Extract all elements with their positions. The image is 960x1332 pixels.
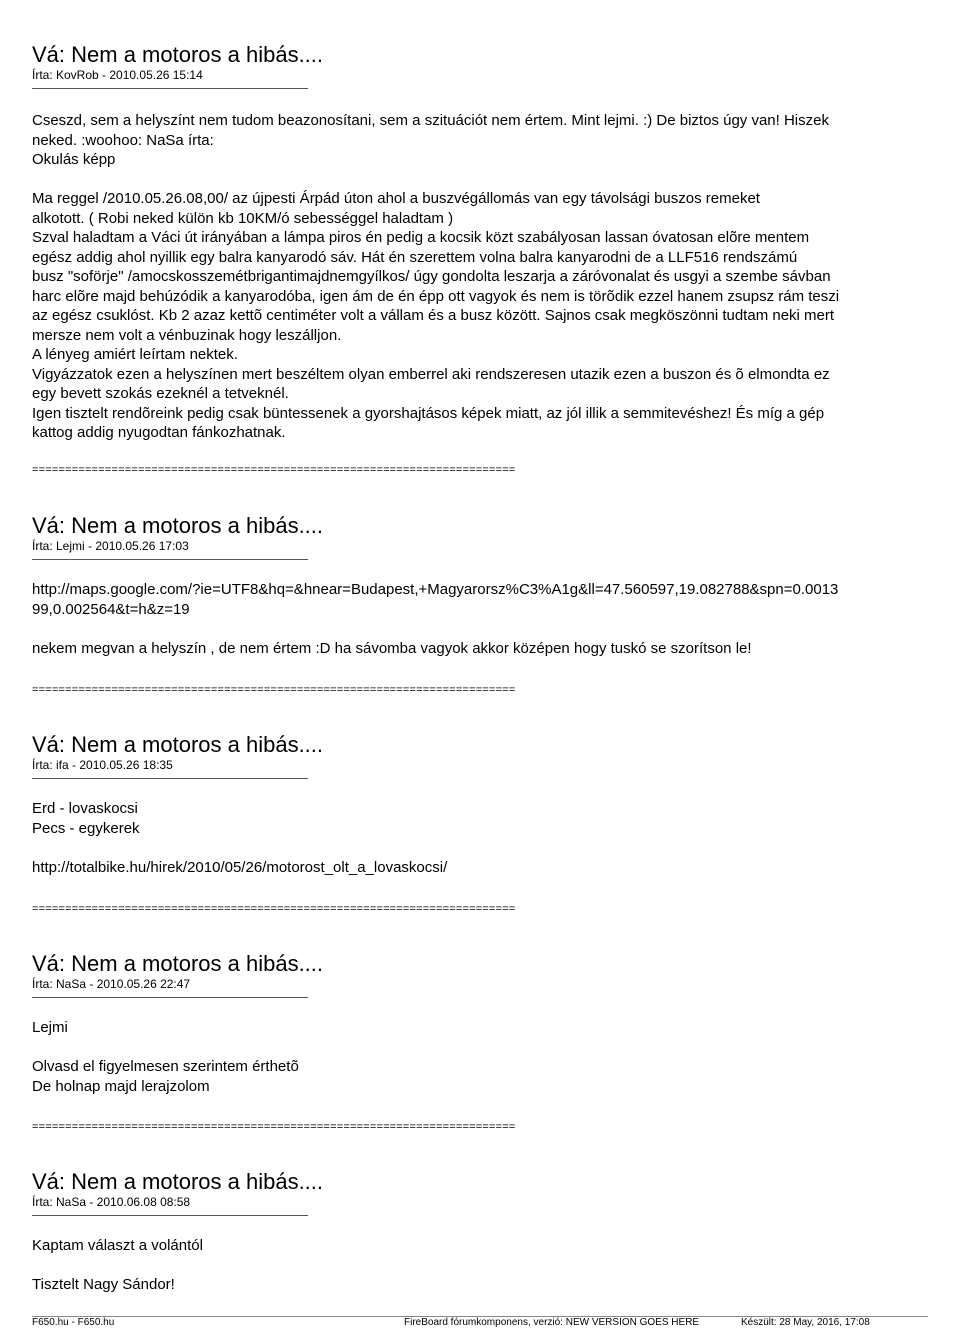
post-meta: Írta: NaSa - 2010.05.26 22:47 — [32, 977, 191, 991]
post-meta: Írta: ifa - 2010.05.26 18:35 — [32, 758, 173, 772]
post-line: busz "soförje" /amocskosszemétbrigantimajdnemgyílkos/ úgy gondolta leszarja a záróvonalat és usgyi a szembe sávban — [32, 268, 831, 285]
forum-post — [32, 732, 932, 877]
post-title: Vá: Nem a motoros a hibás.... — [32, 951, 324, 976]
post-divider — [32, 1215, 308, 1216]
post-title: Vá: Nem a motoros a hibás.... — [32, 42, 324, 67]
footer-component: FireBoard fórumkomponens, verzió: NEW VERSION GOES HERE — [404, 1317, 700, 1328]
post-line — [32, 170, 932, 190]
post-line: kattog addig nyugodtan fánkozhatnak. — [32, 424, 286, 441]
post-divider — [32, 559, 308, 560]
post-line: Pecs - egykerek — [32, 819, 140, 837]
post-line: Olvasd el figyelmesen szerintem érthetõ — [32, 1058, 299, 1075]
footer-generated: Készült: 28 May, 2016, 17:08 — [741, 1317, 870, 1328]
post-line: Igen tisztelt rendõreink pedig csak büntessenek a gyorshajtásos képek miatt, az jól illik a semmitevéshez! És míg a gép — [32, 404, 825, 422]
post-separator: ========================================================================= — [32, 464, 516, 476]
post-body — [32, 1018, 932, 1096]
forum-post — [32, 42, 932, 443]
post-line: Szval haladtam a Váci út irányában a lámpa piros én pedig a kocsik közt szabályosan lassan óvatosan elõre mentem — [32, 229, 810, 246]
post-line: Lejmi — [32, 1019, 68, 1036]
post-divider — [32, 88, 308, 89]
post-title: Vá: Nem a motoros a hibás.... — [32, 513, 324, 538]
post-title: Vá: Nem a motoros a hibás.... — [32, 732, 324, 757]
post-body — [32, 111, 932, 443]
forum-post — [32, 1169, 932, 1295]
link-text[interactable]: http://totalbike.hu/hirek/2010/05/26/motorost_olt_a_lovaskocsi/ — [32, 858, 448, 876]
post-line: egy bevett szokás ezeknél a tetveknél. — [32, 385, 289, 402]
post-line: Kaptam választ a volántól — [32, 1237, 203, 1254]
post-line: mersze nem volt a vénbuzinak hogy leszálljon. — [32, 326, 342, 344]
post-line: nekem megvan a helyszín , de nem értem :D ha sávomba vagyok akkor középen hogy tuskó se szorítson le! — [32, 639, 752, 657]
post-line: harc elõre majd behúzódik a kanyarodóba, igen ám de én épp ott vagyok és nem is törõdik ezzel hanem zsupsz rám teszi — [32, 287, 840, 305]
post-title: Vá: Nem a motoros a hibás.... — [32, 1169, 324, 1194]
post-line: A lényeg amiért leírtam nektek. — [32, 346, 238, 363]
footer-site: F650.hu - F650.hu — [32, 1317, 115, 1328]
post-line: Okulás képp — [32, 151, 116, 168]
forum-post — [32, 951, 932, 1096]
post-separator: ========================================================================= — [32, 684, 516, 696]
post-meta: Írta: NaSa - 2010.06.08 08:58 — [32, 1195, 191, 1209]
post-line: Cseszd, sem a helyszínt nem tudom beazonosítani, sem a szituációt nem értem. Mint lejmi. :) De biztos úgy van! Hiszek — [32, 112, 829, 129]
post-line: Erd - lovaskocsi — [32, 800, 138, 817]
forum-post — [32, 513, 932, 658]
post-separator: ========================================================================= — [32, 1121, 516, 1133]
post-line — [32, 1256, 932, 1276]
post-line: neked. :woohoo: NaSa írta: — [32, 131, 214, 149]
post-meta: Írta: Lejmi - 2010.05.26 17:03 — [32, 539, 189, 553]
post-body — [32, 799, 932, 877]
post-meta: Írta: KovRob - 2010.05.26 15:14 — [32, 68, 203, 82]
post-line: alkotott. ( Robi neked külön kb 10KM/ó sebességgel haladtam ) — [32, 209, 454, 227]
link-text[interactable]: http://maps.google.com/?ie=UTF8&hq=&hnear=Budapest,+Magyarorsz%C3%A1g&ll=47.560597,19.082788&spn=0.0013 — [32, 581, 839, 598]
post-body — [32, 580, 932, 658]
post-line: egész addig ahol nyillik egy balra kanyarodó sáv. Hát én szerettem volna balra kanyarodni de a LLF516 rendszámú — [32, 248, 798, 266]
post-line: De holnap majd lerajzolom — [32, 1077, 210, 1095]
post-body — [32, 1236, 932, 1295]
post-line: Tisztelt Nagy Sándor! — [32, 1276, 175, 1293]
post-line — [32, 838, 932, 858]
post-line — [32, 1038, 932, 1058]
post-separator: ========================================================================= — [32, 903, 516, 915]
post-divider — [32, 997, 308, 998]
post-line: Vigyázzatok ezen a helyszínen mert beszéltem olyan emberrel aki rendszeresen utazik ezen a buszon és õ elmondta ez — [32, 365, 830, 383]
post-divider — [32, 778, 308, 779]
post-line: az egész csuklóst. Kb 2 azaz kettõ centiméter volt a vállam és a busz között. Sajnos csak megköszönni tudtam neki mert — [32, 307, 835, 324]
post-line — [32, 619, 932, 639]
post-line: Ma reggel /2010.05.26.08,00/ az újpesti Árpád úton ahol a buszvégállomás van egy távolsági buszos remeket — [32, 190, 760, 207]
link-text[interactable]: 99,0.002564&t=h&z=19 — [32, 600, 190, 618]
